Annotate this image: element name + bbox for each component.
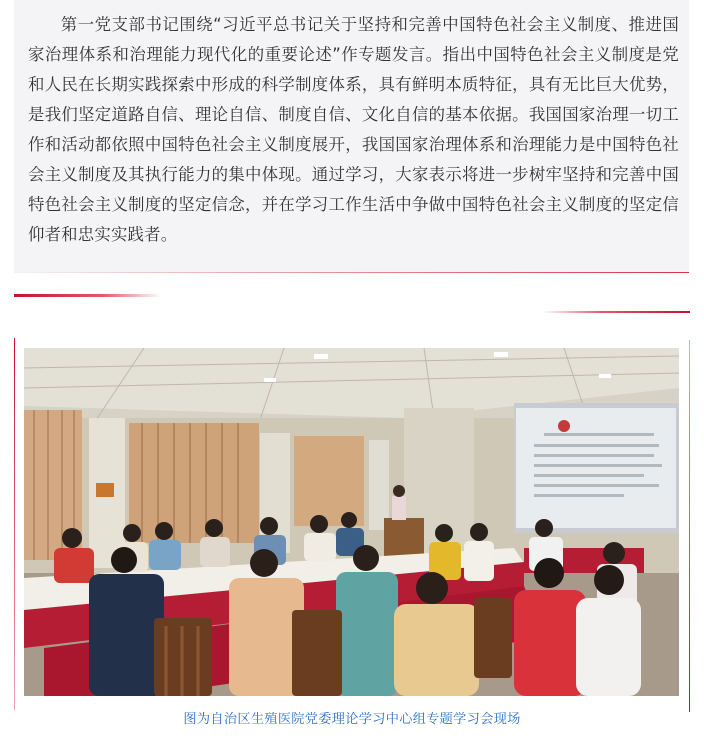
- red-divider-left: [14, 294, 162, 297]
- article-paragraph: 第一党支部书记围绕“习近平总书记关于坚持和完善中国特色社会主义制度、推进国家治理体系和治理能力现代化的重要论述”作专题发言。指出中国特色社会主义制度是党和人民在长期实践探索中形成的科学制度体系，具有鲜明本质特征，具有无比巨大优势，是我们坚定道路自信、理论自信、制度自信、文化自信的基本依据。我国国家治理一切工作和活动都依照中国特色社会主义制度展开，我国国家治理体系和治理能力是中国特色社会主义制度及其执行能力的集中体现。通过学习，大家表示将进一步树牢坚持和完善中国特色社会主义制度的坚定信念，并在学习工作生活中争做中国特色社会主义制度的坚定信仰者和忠实实践者。: [28, 15, 679, 244]
- photo-frame-line-right: [689, 340, 690, 712]
- photo-caption: 图为自治区生殖医院党委理论学习中心组专题学习会现场: [183, 712, 521, 727]
- photo-frame-line-left: [14, 338, 15, 710]
- red-divider-right: [542, 311, 690, 313]
- panel-underline-divider: [14, 272, 689, 273]
- meeting-room-photo: [24, 348, 679, 696]
- meeting-photo-illustration: [24, 348, 679, 696]
- article-text-panel: [14, 0, 689, 272]
